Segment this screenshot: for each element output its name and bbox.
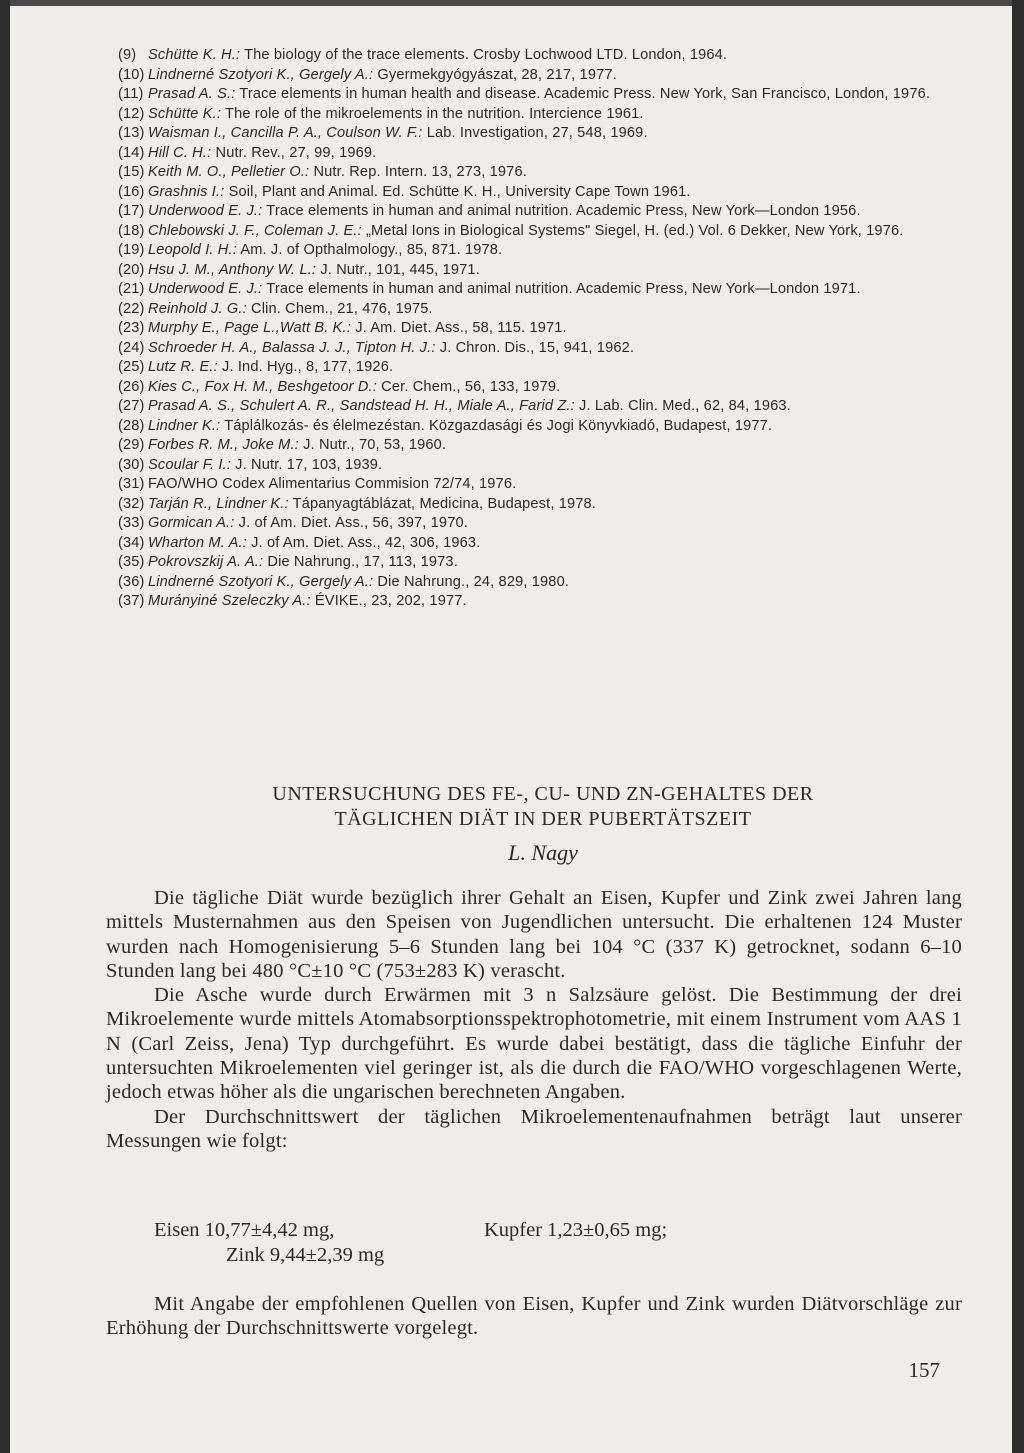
paragraph-3: Der Durchschnittswert der täglichen Mikroelementenaufnahmen beträgt laut unserer Messungen wie folgt: bbox=[106, 1105, 962, 1152]
reference-source: Cer. Chem., 56, 133, 1979. bbox=[381, 378, 561, 395]
reference-source: J. of Am. Diet. Ass., 56, 397, 1970. bbox=[238, 515, 468, 531]
reference-authors: Forbes R. M., Joke M.: bbox=[148, 437, 299, 453]
reference-item bbox=[118, 397, 968, 417]
reference-number: (24) bbox=[118, 339, 145, 356]
reference-authors: Underwood E. J.: bbox=[148, 281, 263, 297]
reference-text bbox=[148, 592, 968, 612]
article-title-line-2: TÄGLICHEN DIÄT IN DER PUBERTÄTSZEIT bbox=[334, 808, 752, 830]
reference-item bbox=[118, 105, 968, 125]
reference-item bbox=[118, 475, 968, 495]
reference-text bbox=[148, 144, 968, 164]
reference-authors: Gormican A.: bbox=[148, 515, 235, 531]
zinc-value: Zink 9,44±2,39 mg bbox=[226, 1244, 385, 1266]
reference-source: The biology of the trace elements. Crosby Lochwood LTD. London, 1964. bbox=[244, 47, 728, 63]
reference-source: Die Nahrung., 24, 829, 1980. bbox=[377, 573, 570, 590]
iron-value: Eisen 10,77±4,42 mg, bbox=[154, 1219, 335, 1241]
paragraph-1: Die tägliche Diät wurde bezüglich ihrer Gehalt an Eisen, Kupfer und Zink zwei Jahren lang mittels Musternahmen aus den Speisen von Jugendlichen untersucht. Die erhaltenen 124 Muster wurden nach Homogenisierung 5–6 Stunden lang bei 104 °C (337 K) getrocknet, sodann 6–10 Stunden lang bei 480 °C±10 °C (753±283 K) verascht. bbox=[106, 887, 962, 982]
copper-value: Kupfer 1,23±0,65 mg; bbox=[484, 1219, 668, 1241]
reference-source: ÉVIKE., 23, 202, 1977. bbox=[314, 593, 467, 609]
reference-item bbox=[118, 46, 968, 66]
reference-number: (9) bbox=[118, 47, 137, 63]
reference-item bbox=[118, 456, 968, 476]
reference-authors: Murányiné Szeleczky A.: bbox=[148, 593, 311, 609]
reference-authors: Schroeder H. A., Balassa J. J., Tipton H. J.: bbox=[148, 339, 436, 356]
reference-item bbox=[118, 339, 968, 359]
article-title-line-1: UNTERSUCHUNG DES FE-, CU- UND ZN-GEHALTES DER bbox=[272, 783, 814, 805]
reference-text bbox=[148, 85, 968, 105]
reference-item bbox=[118, 163, 968, 183]
reference-authors: Pokrovszkij A. A.: bbox=[148, 554, 264, 570]
reference-list bbox=[118, 46, 968, 612]
reference-text bbox=[148, 241, 968, 261]
reference-authors: Grashnis I.: bbox=[148, 183, 225, 200]
reference-authors: Hill C. H.: bbox=[148, 144, 212, 161]
reference-source: J. of Am. Diet. Ass., 42, 306, 1963. bbox=[251, 534, 481, 551]
reference-number: (16) bbox=[118, 183, 145, 200]
reference-text bbox=[148, 397, 968, 417]
reference-authors: Lindner K.: bbox=[148, 417, 221, 434]
reference-item bbox=[118, 436, 968, 456]
reference-number: (19) bbox=[118, 242, 145, 258]
reference-item bbox=[118, 319, 968, 339]
reference-number: (23) bbox=[118, 320, 145, 336]
reference-item bbox=[118, 261, 968, 281]
reference-authors: Waisman I., Cancilla P. A., Coulson W. F.: bbox=[148, 125, 423, 141]
scan-edge bbox=[10, 0, 1012, 6]
reference-item bbox=[118, 124, 968, 144]
reference-authors: Wharton M. A.: bbox=[148, 534, 247, 551]
reference-item bbox=[118, 592, 968, 612]
reference-text bbox=[148, 163, 968, 183]
reference-text bbox=[148, 202, 968, 222]
reference-number: (37) bbox=[118, 593, 145, 609]
reference-number: (26) bbox=[118, 378, 145, 395]
reference-number: (11) bbox=[118, 86, 144, 102]
reference-source: Nutr. Rep. Intern. 13, 273, 1976. bbox=[313, 164, 527, 180]
reference-authors: Leopold I. H.: bbox=[148, 242, 237, 258]
reference-number: (20) bbox=[118, 261, 145, 278]
reference-source: Trace elements in human and animal nutrition. Academic Press, New York—London 1971. bbox=[266, 281, 861, 297]
reference-source: „Metal Ions in Biological Systems" Siegel, H. (ed.) Vol. 6 Dekker, New York, 1976. bbox=[366, 222, 904, 239]
reference-source: J. Am. Diet. Ass., 58, 115. 1971. bbox=[355, 320, 567, 336]
reference-number: (33) bbox=[118, 515, 145, 531]
reference-source: Tápanyagtáblázat, Medicina, Budapest, 1978. bbox=[292, 495, 597, 512]
reference-text bbox=[148, 319, 968, 339]
reference-item bbox=[118, 534, 968, 554]
reference-number: (36) bbox=[118, 573, 145, 590]
values-row-2 bbox=[154, 1243, 914, 1268]
reference-item bbox=[118, 202, 968, 222]
reference-authors: Scoular F. I.: bbox=[148, 456, 231, 473]
reference-item bbox=[118, 300, 968, 320]
reference-item bbox=[118, 66, 968, 86]
reference-text bbox=[148, 514, 968, 534]
reference-number: (28) bbox=[118, 417, 145, 434]
reference-text bbox=[148, 124, 968, 144]
reference-number: (25) bbox=[118, 359, 145, 375]
reference-number: (13) bbox=[118, 125, 145, 141]
reference-item bbox=[118, 241, 968, 261]
reference-text bbox=[148, 280, 968, 300]
reference-authors: Hsu J. M., Anthony W. L.: bbox=[148, 261, 317, 278]
reference-number: (31) bbox=[118, 476, 145, 492]
reference-source: FAO/WHO Codex Alimentarius Commision 72/74, 1976. bbox=[148, 476, 517, 492]
reference-source: Die Nahrung., 17, 113, 1973. bbox=[267, 554, 458, 570]
reference-authors: Kies C., Fox H. M., Beshgetoor D.: bbox=[148, 378, 377, 395]
closing-paragraph: Mit Angabe der empfohlenen Quellen von Eisen, Kupfer und Zink wurden Diätvorschläge zur Erhöhung der Durchschnittswerte vorgelegt. bbox=[106, 1293, 962, 1340]
reference-text bbox=[148, 358, 968, 378]
reference-source: Nutr. Rev., 27, 99, 1969. bbox=[215, 144, 377, 161]
reference-text bbox=[148, 553, 968, 573]
article-title bbox=[118, 782, 968, 832]
reference-authors: Prasad A. S.: bbox=[148, 86, 236, 102]
reference-item bbox=[118, 514, 968, 534]
reference-text bbox=[148, 183, 968, 203]
reference-text bbox=[148, 436, 968, 456]
reference-text bbox=[148, 475, 968, 495]
reference-item bbox=[118, 495, 968, 515]
article-author: L. Nagy bbox=[508, 840, 578, 865]
reference-item bbox=[118, 417, 968, 437]
reference-text bbox=[148, 378, 968, 398]
reference-number: (14) bbox=[118, 144, 145, 161]
reference-authors: Chlebowski J. F., Coleman J. E.: bbox=[148, 222, 362, 239]
reference-text bbox=[148, 339, 968, 359]
reference-number: (10) bbox=[118, 66, 145, 83]
reference-text bbox=[148, 46, 968, 66]
reference-number: (30) bbox=[118, 456, 145, 473]
reference-item bbox=[118, 144, 968, 164]
reference-item bbox=[118, 378, 968, 398]
reference-number: (18) bbox=[118, 222, 145, 239]
reference-authors: Lutz R. E.: bbox=[148, 359, 218, 375]
reference-text bbox=[148, 417, 968, 437]
reference-source: The role of the mikroelements in the nutrition. Intercience 1961. bbox=[225, 105, 644, 122]
reference-number: (32) bbox=[118, 495, 145, 512]
reference-source: J. Lab. Clin. Med., 62, 84, 1963. bbox=[579, 398, 791, 414]
reference-item bbox=[118, 85, 968, 105]
reference-source: J. Nutr. 17, 103, 1939. bbox=[235, 456, 383, 473]
reference-authors: Lindnerné Szotyori K., Gergely A.: bbox=[148, 573, 374, 590]
reference-item bbox=[118, 280, 968, 300]
reference-source: J. Nutr., 70, 53, 1960. bbox=[303, 437, 447, 453]
article-body bbox=[106, 886, 962, 1153]
reference-text bbox=[148, 573, 968, 593]
reference-text bbox=[148, 261, 968, 281]
measured-values bbox=[154, 1218, 914, 1268]
reference-number: (12) bbox=[118, 105, 145, 122]
reference-source: Soil, Plant and Animal. Ed. Schütte K. H., University Cape Town 1961. bbox=[228, 183, 691, 200]
reference-source: Clin. Chem., 21, 476, 1975. bbox=[251, 300, 433, 317]
reference-number: (15) bbox=[118, 164, 145, 180]
reference-authors: Prasad A. S., Schulert A. R., Sandstead H. H., Miale A., Farid Z.: bbox=[148, 398, 575, 414]
reference-text bbox=[148, 105, 968, 125]
reference-authors: Schütte K. H.: bbox=[148, 47, 241, 63]
reference-source: Táplálkozás- és élelmezéstan. Közgazdasági és Jogi Könyvkiadó, Budapest, 1977. bbox=[224, 417, 773, 434]
reference-item bbox=[118, 183, 968, 203]
reference-source: Trace elements in human and animal nutrition. Academic Press, New York—London 1956. bbox=[266, 203, 861, 219]
reference-authors: Keith M. O., Pelletier O.: bbox=[148, 164, 310, 180]
reference-authors: Underwood E. J.: bbox=[148, 203, 263, 219]
reference-number: (35) bbox=[118, 554, 145, 570]
reference-text bbox=[148, 222, 968, 242]
reference-authors: Schütte K.: bbox=[148, 105, 222, 122]
reference-source: Trace elements in human health and disease. Academic Press. New York, San Francisco, London, 1976. bbox=[239, 86, 931, 102]
reference-item bbox=[118, 358, 968, 378]
reference-authors: Lindnerné Szotyori K., Gergely A.: bbox=[148, 66, 374, 83]
reference-text bbox=[148, 534, 968, 554]
reference-item bbox=[118, 553, 968, 573]
values-row-1 bbox=[154, 1218, 914, 1243]
reference-item bbox=[118, 222, 968, 242]
reference-source: Am. J. of Opthalmology., 85, 871. 1978. bbox=[240, 242, 503, 258]
article-closing bbox=[106, 1292, 962, 1341]
reference-source: Lab. Investigation, 27, 548, 1969. bbox=[426, 125, 648, 141]
reference-source: J. Ind. Hyg., 8, 177, 1926. bbox=[222, 359, 394, 375]
reference-number: (22) bbox=[118, 300, 145, 317]
reference-text bbox=[148, 456, 968, 476]
reference-authors: Murphy E., Page L.,Watt B. K.: bbox=[148, 320, 351, 336]
reference-number: (29) bbox=[118, 437, 145, 453]
reference-authors: Tarján R., Lindner K.: bbox=[148, 495, 289, 512]
reference-authors: Reinhold J. G.: bbox=[148, 300, 247, 317]
reference-source: J. Chron. Dis., 15, 941, 1962. bbox=[439, 339, 635, 356]
reference-text bbox=[148, 66, 968, 86]
reference-source: J. Nutr., 101, 445, 1971. bbox=[320, 261, 480, 278]
reference-number: (34) bbox=[118, 534, 145, 551]
reference-number: (21) bbox=[118, 281, 145, 297]
reference-item bbox=[118, 573, 968, 593]
paragraph-2: Die Asche wurde durch Erwärmen mit 3 n Salzsäure gelöst. Die Bestimmung der drei Mikroelemente wurde mittels Atomabsorptionsspektrophotometrie, mit einem Instrument vom AAS 1 N (Carl Zeiss, Jena) Typ durchgeführt. Es wurde dabei bestätigt, dass die tägliche Einfuhr der untersuchten Mikroelementen viel geringer ist, als die durch die FAO/WHO vorgeschlagenen Werte, jedoch etwas höher als die ungarischen berechneten Angaben. bbox=[106, 984, 962, 1104]
reference-text bbox=[148, 495, 968, 515]
reference-text bbox=[148, 300, 968, 320]
reference-number: (17) bbox=[118, 203, 145, 219]
page-number: 157 bbox=[908, 1358, 940, 1382]
reference-source: Gyermekgyógyászat, 28, 217, 1977. bbox=[377, 66, 617, 83]
reference-number: (27) bbox=[118, 398, 145, 414]
